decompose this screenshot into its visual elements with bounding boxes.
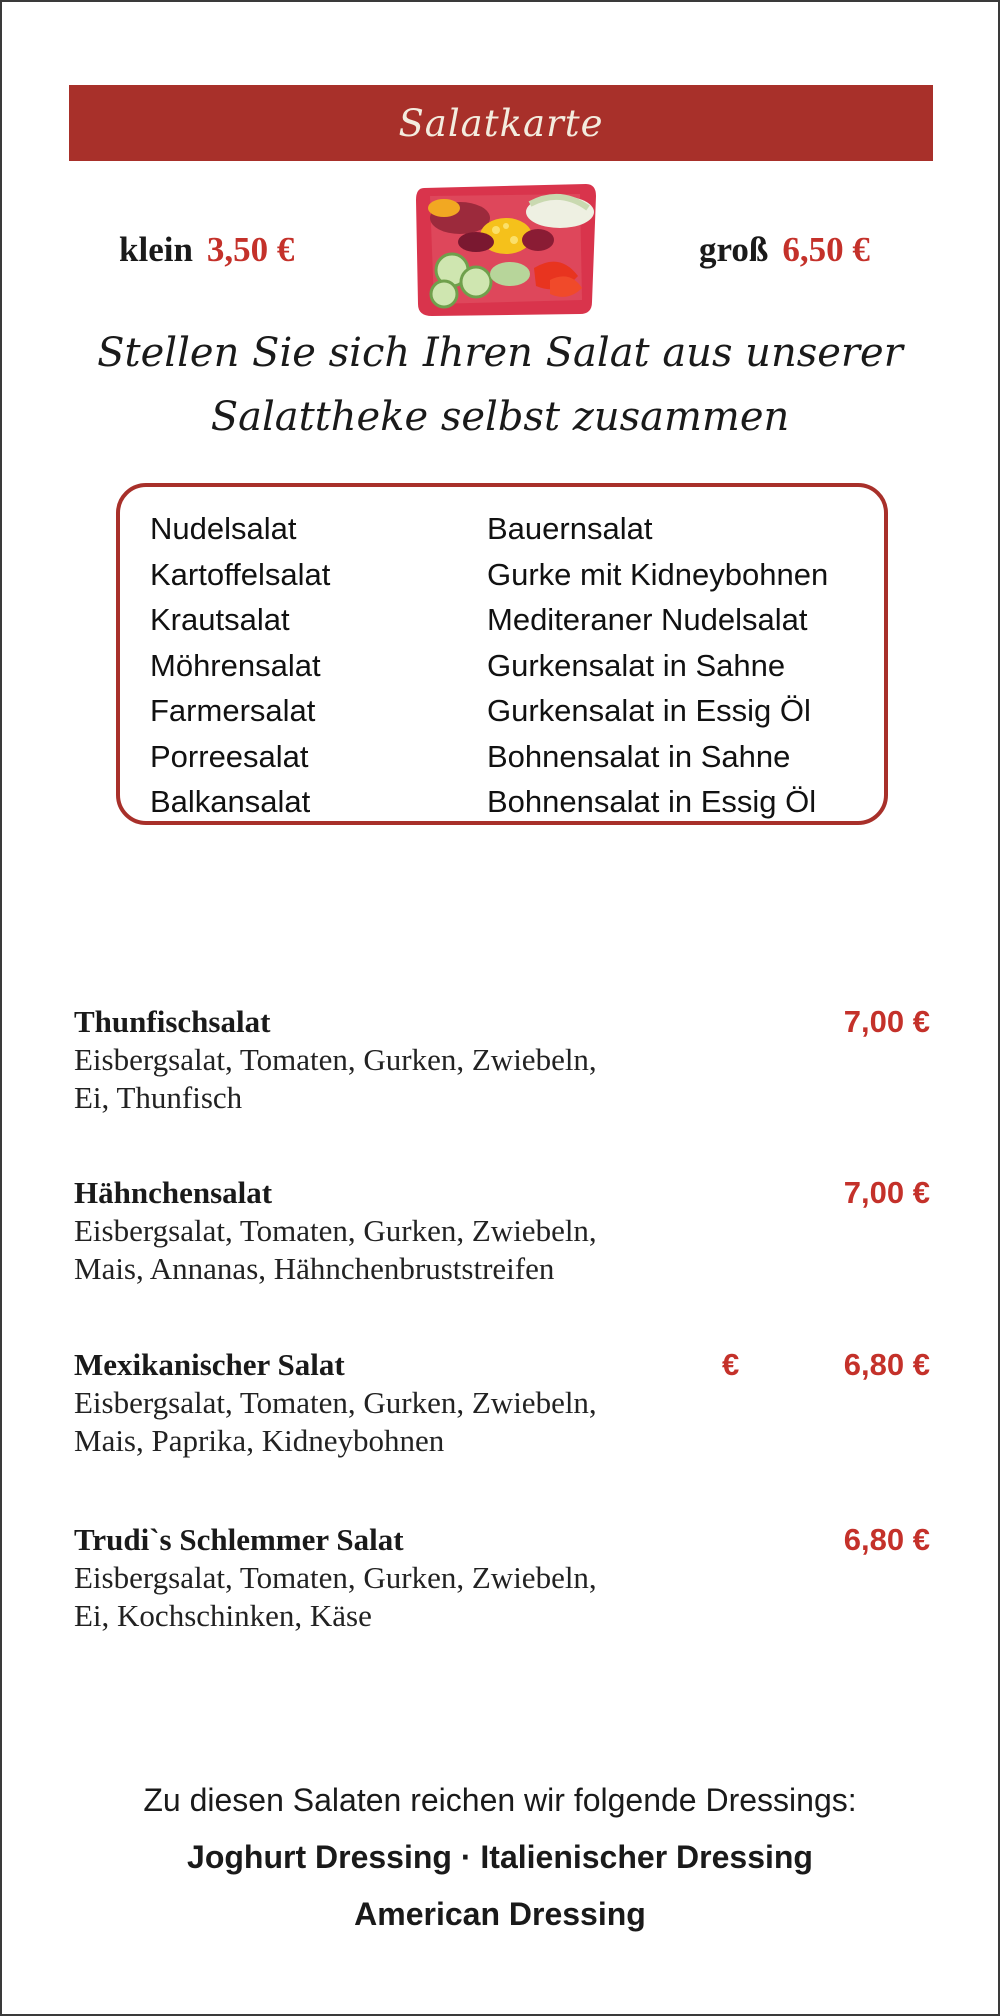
dish-description-line-1: Eisbergsalat, Tomaten, Gurken, Zwiebeln,: [74, 1213, 597, 1248]
dish-haehnchensalat: [74, 1174, 934, 1288]
tagline-line-1: Stellen Sie sich Ihren Salat aus unserer: [97, 330, 903, 376]
dish-trudis-schlemmer-salat: [74, 1521, 934, 1635]
list-item: Bauernsalat: [487, 511, 653, 546]
dish-thunfischsalat: [74, 1003, 934, 1117]
dish-price: 7,00 €: [843, 1004, 930, 1039]
dish-description-line-2: Mais, Paprika, Kidneybohnen: [74, 1423, 445, 1458]
euro-symbol: €: [722, 1347, 740, 1382]
list-item: Gurkensalat in Essig Öl: [487, 693, 811, 728]
dish-price: 6,80 €: [843, 1522, 930, 1557]
size-large: [699, 230, 870, 270]
page-title: Salatkarte: [398, 101, 604, 145]
list-item: Möhrensalat: [150, 647, 321, 683]
size-small-label: klein: [119, 230, 193, 269]
dish-price: 6,80 €: [843, 1347, 930, 1382]
dish-mexikanischer-salat: [74, 1346, 934, 1460]
size-small-price: 3,50 €: [206, 230, 295, 269]
dish-name: Trudi`s Schlemmer Salat: [74, 1522, 404, 1557]
list-item: Krautsalat: [150, 602, 290, 637]
salad-list-right: [487, 506, 828, 825]
dish-description-line-1: Eisbergsalat, Tomaten, Gurken, Zwiebeln,: [74, 1042, 597, 1077]
list-item: Nudelsalat: [150, 511, 297, 546]
size-large-price: 6,50 €: [782, 230, 870, 269]
dish-price: 7,00 €: [843, 1175, 930, 1210]
salad-bar-box: [116, 483, 888, 825]
title-banner: [69, 85, 933, 161]
dish-name: Hähnchensalat: [74, 1175, 273, 1210]
salad-plate-image: [410, 178, 600, 318]
list-item: Kartoffelsalat: [150, 556, 331, 592]
list-item: Porreesalat: [150, 738, 309, 774]
list-item: Farmersalat: [150, 693, 316, 728]
dish-description-line-2: Mais, Annanas, Hähnchenbruststreifen: [74, 1251, 555, 1286]
dish-description-line-1: Eisbergsalat, Tomaten, Gurken, Zwiebeln,: [74, 1385, 597, 1420]
list-item: Gurke mit Kidneybohnen: [487, 556, 829, 592]
dressings-intro: Zu diesen Salaten reichen wir folgende Dressings:: [143, 1782, 857, 1818]
dish-description-line-2: Ei, Thunfisch: [74, 1080, 243, 1115]
dressings-line-1: Joghurt Dressing · Italienischer Dressing: [187, 1839, 813, 1875]
list-item: Bohnensalat in Essig Öl: [487, 784, 817, 819]
size-small: [119, 230, 294, 270]
dish-name: Mexikanischer Salat: [74, 1347, 345, 1382]
dish-name: Thunfischsalat: [74, 1004, 271, 1039]
salad-list-left: [150, 506, 330, 825]
list-item: Mediteraner Nudelsalat: [487, 602, 808, 637]
dressings-line-2: American Dressing: [354, 1896, 646, 1932]
list-item: Bohnensalat in Sahne: [487, 738, 791, 774]
tagline-line-2: Salattheke selbst zusammen: [210, 394, 790, 440]
list-item: Balkansalat: [150, 784, 311, 819]
dish-description-line-2: Ei, Kochschinken, Käse: [74, 1598, 372, 1633]
list-item: Gurkensalat in Sahne: [487, 647, 786, 683]
dish-description-line-1: Eisbergsalat, Tomaten, Gurken, Zwiebeln,: [74, 1560, 597, 1595]
size-large-label: groß: [699, 230, 769, 269]
